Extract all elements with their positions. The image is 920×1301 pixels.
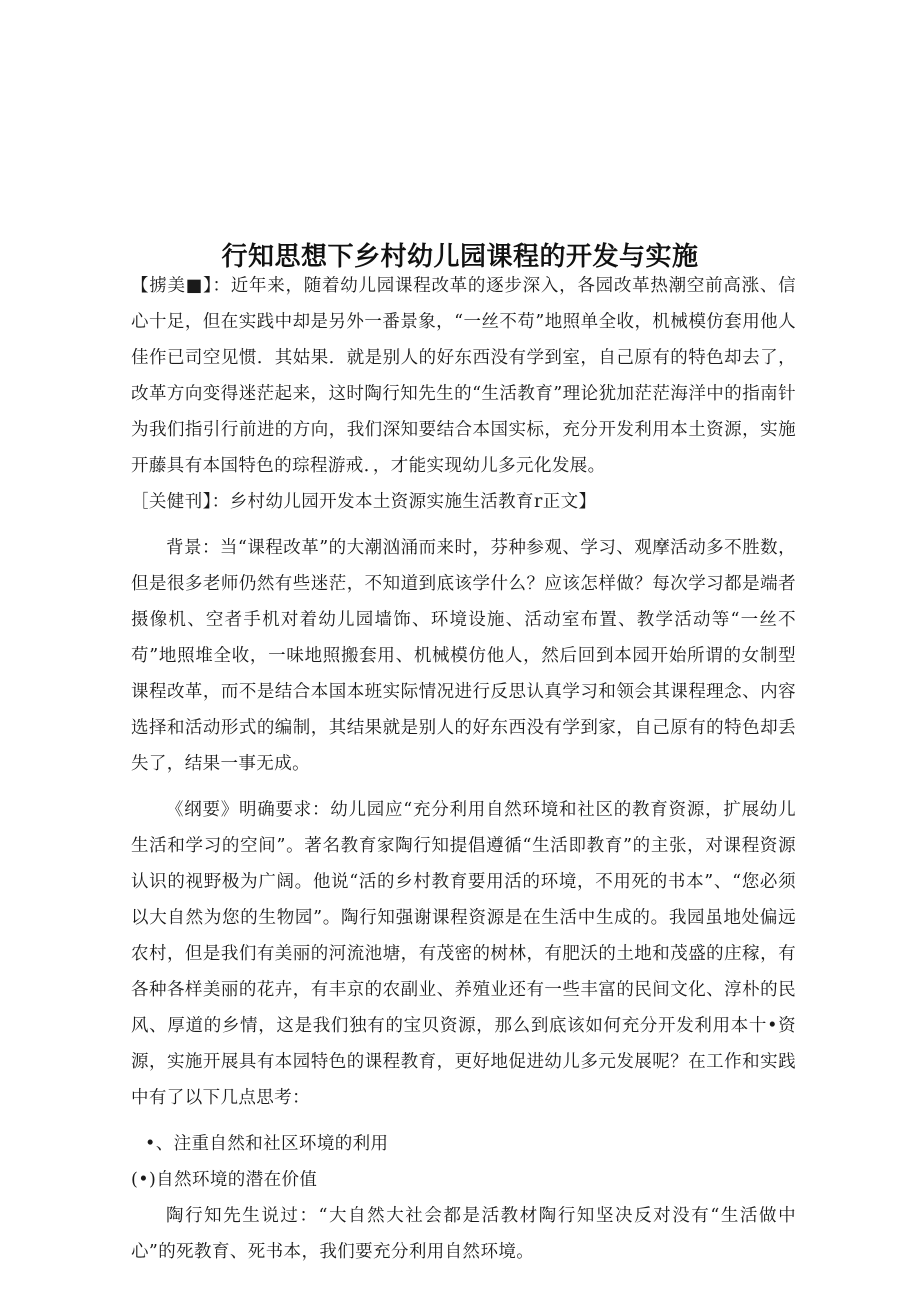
keywords-paragraph: ［关健刊】：乡村幼儿园开发本土资源实施生活教育r正文】 (131, 492, 597, 512)
subsection-heading: (•)自然环境的潜在价值 (131, 1170, 318, 1190)
document-body (131, 268, 796, 1270)
closing-paragraph: 陶行知先生说过：“大自然大社会都是活教材陶行知坚决反对没有“生活做中心”的死教育、死书本，我们要充分利用自然环境。 (131, 1206, 796, 1262)
background-paragraph: 背景：当“课程改革”的大潮汹涌而来时，芬种参观、学习、观摩活动多不胜数，但是很多老师仍然有些迷茫，不知道到底该学什么？应该怎样做？每次学习都是端者摄像机、空者手机对着幼儿园墙饰、环境设施、活动室布置、教学活动等“一丝不苟”地照堆全收，一味地照搬套用、机械模仿他人，然后回到本园开始所谓的女制型课程改革，而不是结合本国本班实际情况进行反思认真学习和领会其课程理念、内容选择和活动形式的编制，其结果就是别人的好东西没有学到家，自己原有的特色却丢失了，结果一事无成。 (131, 538, 796, 774)
section-heading: •、注重自然和社区环境的利用 (145, 1134, 389, 1154)
abstract-paragraph: 【掳美■】：近年来，随着幼儿园课程改革的逐步深入，各园改革热潮空前高涨、信心十足，但在实践中却是另外一番景象，“一丝不苟”地照单全收，机械模仿套用他人佳作已司空见惯．其姑果．就是别人的好东西没有学到室，自己原有的特色却去了，改革方向变得迷茫起来，这时陶行知先生的“生活教育”理论犹加茫茫海洋中的指南针为我们指引行前进的方向，我们深知要结合本国实标，充分开发利用本土资源，实施开藤具有本国特色的琮程游戒．，才能实现幼儿多元化发展。 (131, 276, 796, 476)
outline-paragraph: 《纲要》明确要求：幼儿园应“充分利用自然环境和社区的教育资源，扩展幼儿生活和学习的空间”。著名教育家陶行知提倡遵循“生活即教育”的主张，对课程资源认识的视野极为广阔。他说“活的乡村教育要用活的环境，不用死的书本”、“您必须以大自然为您的生物园”。陶行知强谢课程资源是在生活中生成的。我园虽地处偏远农村，但是我们有美丽的河流池塘，有茂密的树林，有肥沃的土地和茂盛的庄稼，有各种各样美丽的花卉，有丰京的农副业、养殖业还有一些丰富的民间文化、淳朴的民风、厚道的乡情，这是我们独有的宝贝资源，那么到底该如何充分开发利用本十•资源，实施开展具有本园特色的课程教育，更好地促进幼儿多元发展呢？在工作和实践中有了以下几点思考： (131, 800, 796, 1108)
document-title: 行知思想下乡村幼儿园课程的开发与实施 (221, 242, 699, 273)
